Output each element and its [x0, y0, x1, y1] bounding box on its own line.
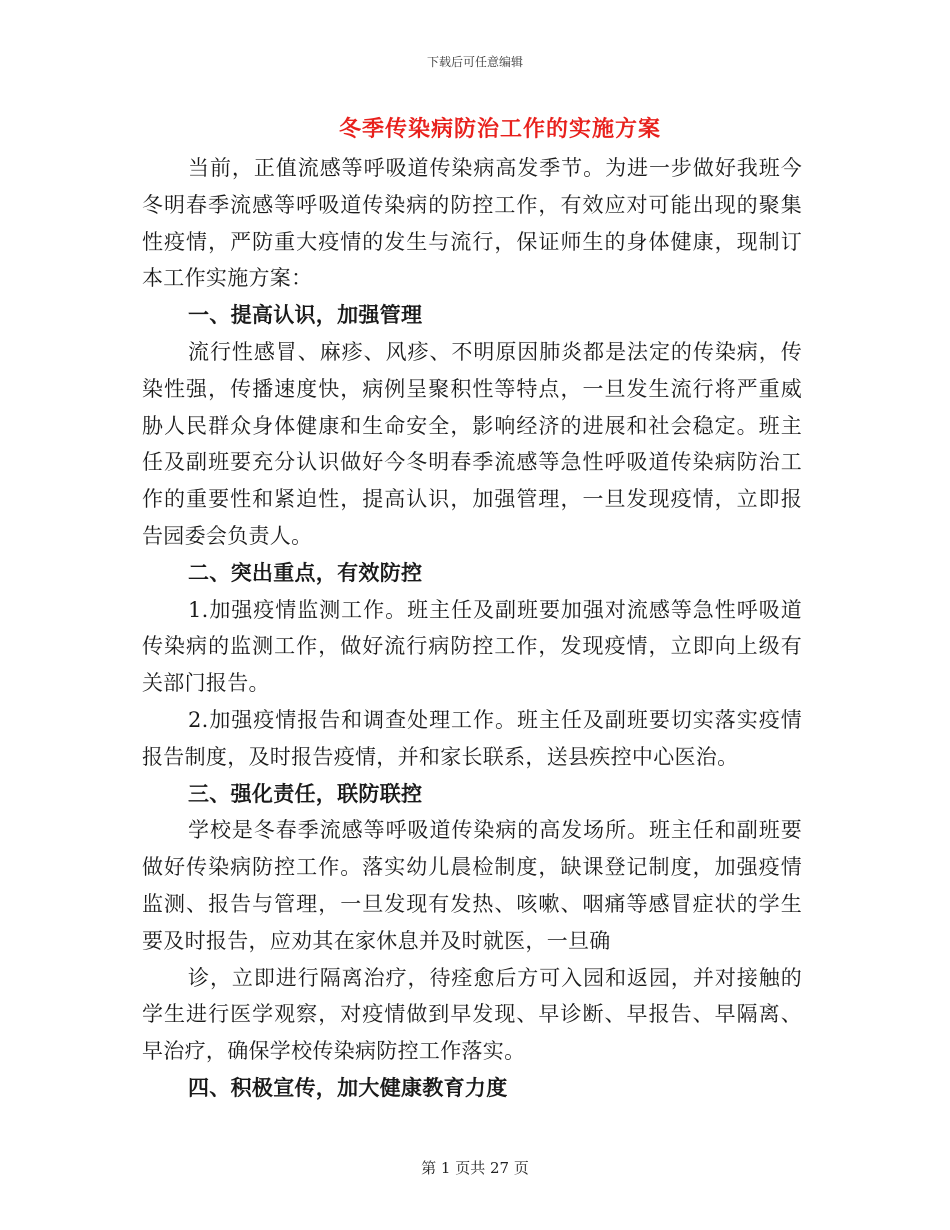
intro-paragraph: 当前，正值流感等呼吸道传染病高发季节。为进一步做好我班今冬明春季流感等呼吸道传染病的防控工作，有效应对可能出现的聚集性疫情，严防重大疫情的发生与流行，保证师生的身体健康，现制订本工作实施方案： — [142, 156, 802, 291]
section-3-paragraph-a: 学校是冬春季流感等呼吸道传染病的高发场所。班主任和副班要做好传染病防控工作。落实幼儿晨检制度，缺课登记制度，加强疫情监测、报告与管理，一旦发现有发热、咳嗽、咽痛等感冒症状的学生要及时报告，应劝其在家休息并及时就医，一旦确 — [142, 818, 802, 953]
document-body — [142, 150, 802, 1107]
section-heading-1: 一、提高认识，加强管理 — [188, 302, 423, 328]
section-2-item-1: 1.加强疫情监测工作。班主任及副班要加强对流感等急性呼吸道传染病的监测工作，做好流行病防控工作，发现疫情，立即向上级有关部门报告。 — [142, 597, 802, 696]
document-title: 冬季传染病防治工作的实施方案 — [338, 116, 661, 142]
page-header-note: 下载后可任意编辑 — [426, 55, 523, 69]
section-heading-2: 二、突出重点，有效防控 — [188, 559, 423, 585]
section-3-paragraph-b: 诊，立即进行隔离治疗，待痊愈后方可入园和返园，并对接触的学生进行医学观察，对疫情做到早发现、早诊断、早报告、早隔离、早治疗，确保学校传染病防控工作落实。 — [142, 965, 802, 1064]
page-footer: 第 1 页共 27 页 — [421, 1159, 529, 1177]
section-heading-4: 四、积极宣传，加大健康教育力度 — [188, 1074, 508, 1100]
section-heading-3: 三、强化责任，联防联控 — [188, 780, 423, 806]
section-1-paragraph: 流行性感冒、麻疹、风疹、不明原因肺炎都是法定的传染病，传染性强，传播速度快，病例呈聚积性等特点，一旦发生流行将严重威胁人民群众身体健康和生命安全，影响经济的进展和社会稳定。班主任及副班要充分认识做好今冬明春季流感等急性呼吸道传染病防治工作的重要性和紧迫性，提高认识，加强管理，一旦发现疫情，立即报告园委会负责人。 — [142, 339, 802, 548]
section-2-item-2: 2.加强疫情报告和调查处理工作。班主任及副班要切实落实疫情报告制度，及时报告疫情，并和家长联系，送县疾控中心医治。 — [142, 707, 802, 769]
